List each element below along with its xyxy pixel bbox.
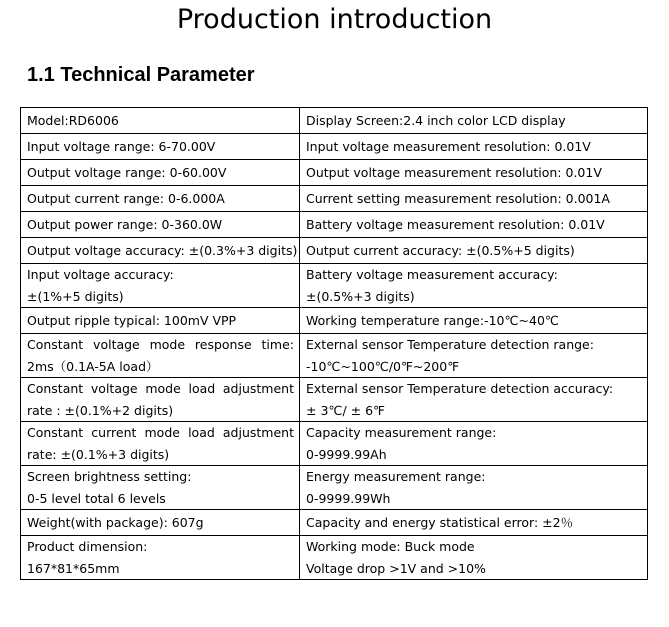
- param-cell-output-voltage-range: Output voltage range: 0-60.00V: [21, 160, 300, 186]
- table-row: [21, 264, 648, 308]
- table-row: [21, 378, 648, 422]
- param-cell-output-power-range: Output power range: 0-360.0W: [21, 212, 300, 238]
- param-cell-energy-range: Energy measurement range: 0-9999.99Wh: [300, 466, 648, 510]
- param-cell-input-voltage-range: Input voltage range: 6-70.00V: [21, 134, 300, 160]
- table-row: [21, 238, 648, 264]
- param-cell-statistical-error: Capacity and energy statistical error: ±2％: [300, 510, 648, 536]
- param-cell-cv-response-time: Constant voltage mode response time: 2ms（0.1A-5A load）: [21, 334, 300, 378]
- param-cell-capacity-range: Capacity measurement range: 0-9999.99Ah: [300, 422, 648, 466]
- page-title: Production introduction: [176, 4, 493, 35]
- table-row: [21, 422, 648, 466]
- table-row: [21, 160, 648, 186]
- table-row: [21, 186, 648, 212]
- param-cell-working-temperature: Working temperature range:-10℃~40℃: [300, 308, 648, 334]
- param-cell-current-setting-resolution: Current setting measurement resolution: 0.001A: [300, 186, 648, 212]
- table-row: [21, 308, 648, 334]
- table-row: [21, 466, 648, 510]
- table-row: [21, 334, 648, 378]
- param-cell-ext-sensor-temp-range: External sensor Temperature detection range: -10℃~100℃/0℉~200℉: [300, 334, 648, 378]
- param-cell-input-voltage-accuracy: Input voltage accuracy: ±(1%+5 digits): [21, 264, 300, 308]
- table-row: [21, 536, 648, 580]
- param-cell-weight: Weight(with package): 607g: [21, 510, 300, 536]
- param-cell-output-voltage-resolution: Output voltage measurement resolution: 0.01V: [300, 160, 648, 186]
- param-cell-ext-sensor-temp-accuracy: External sensor Temperature detection accuracy: ± 3℃/ ± 6℉: [300, 378, 648, 422]
- param-cell-screen-brightness: Screen brightness setting: 0-5 level total 6 levels: [21, 466, 300, 510]
- section-title: 1.1 Technical Parameter: [27, 64, 255, 86]
- param-cell-cv-load-adjustment: Constant voltage mode load adjustment rate : ±(0.1%+2 digits): [21, 378, 300, 422]
- param-cell-input-voltage-resolution: Input voltage measurement resolution: 0.01V: [300, 134, 648, 160]
- technical-parameter-table: [20, 107, 648, 580]
- param-cell-cc-load-adjustment: Constant current mode load adjustment rate: ±(0.1%+3 digits): [21, 422, 300, 466]
- table-row: [21, 108, 648, 134]
- param-cell-output-current-range: Output current range: 0-6.000A: [21, 186, 300, 212]
- param-cell-display-screen: Display Screen:2.4 inch color LCD display: [300, 108, 648, 134]
- param-cell-product-dimension: Product dimension: 167*81*65mm: [21, 536, 300, 580]
- param-cell-battery-voltage-resolution: Battery voltage measurement resolution: 0.01V: [300, 212, 648, 238]
- table-row: [21, 212, 648, 238]
- table-row: [21, 510, 648, 536]
- param-cell-working-mode: Working mode: Buck mode Voltage drop >1V and >10%: [300, 536, 648, 580]
- param-cell-model: Model:RD6006: [21, 108, 300, 134]
- param-cell-battery-voltage-accuracy: Battery voltage measurement accuracy: ±(0.5%+3 digits): [300, 264, 648, 308]
- param-cell-output-ripple: Output ripple typical: 100mV VPP: [21, 308, 300, 334]
- param-cell-output-voltage-accuracy: Output voltage accuracy: ±(0.3%+3 digits): [21, 238, 300, 264]
- param-cell-output-current-accuracy: Output current accuracy: ±(0.5%+5 digits): [300, 238, 648, 264]
- table-row: [21, 134, 648, 160]
